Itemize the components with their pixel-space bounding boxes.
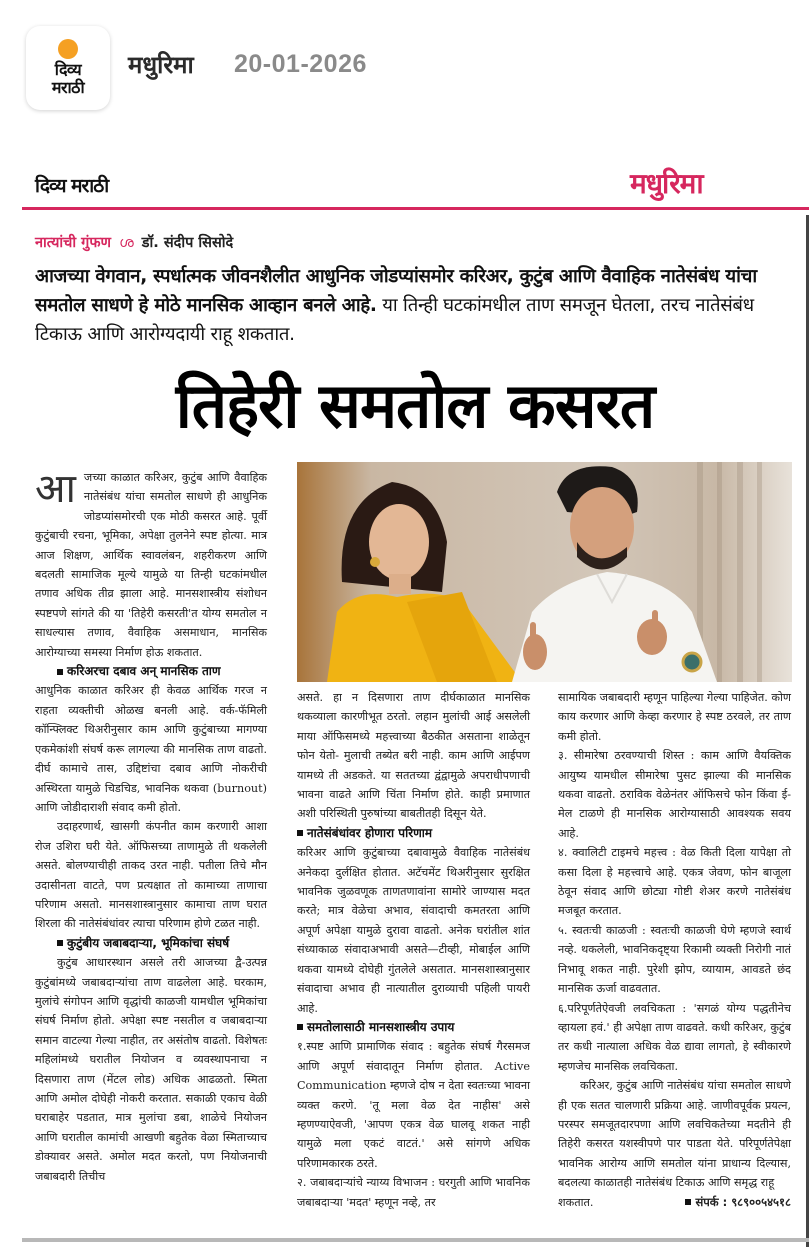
byline (35, 232, 233, 252)
paragraph-text: जच्या काळात करिअर, कुटुंब आणि वैवाहिक नातेसंबंध यांचा समतोल साधणे ही आधुनिक जोडप्यांसमोरची एक मोठी कसरत आहे. पूर्वी कुटुंबाची रचना, भूमिका, अपेक्षा तुलनेने स्पष्ट होत्या. मात्र आज शिक्षण, आर्थिक स्वावलंबन, शहरीकरण आणि बदलती सामाजिक मूल्ये यामुळे या तिन्ही घटकांमधील तणाव अधिक तीव्र झाला आहे. मानसशास्त्रीय संशोधन स्पष्टपणे सांगते की या 'तिहेरी कसरती'त योग्य समतोल न साधल्यास तणाव, वैवाहिक असमाधान, मानसिक आरोग्याच्या समस्या निर्माण होऊ शकतात. (35, 471, 267, 659)
article-closing-line (558, 1193, 791, 1212)
article-paragraph: ५. स्वतःची काळजी : स्वतःची काळजी घेणे म्हणजे स्वार्थ नव्हे. थकलेली, भावनिकदृष्ट्या रिकामी व्यक्ती निरोगी नातं निभावू शकत नाही. पुरेशी झोप, व्यायाम, आवडते छंद मानसिक ऊर्जा वाढवतात. (558, 923, 791, 996)
article-paragraph: उदाहरणार्थ, खासगी कंपनीत काम करणारी आशा रोज उशिरा घरी येते. ऑफिसच्या ताणामुळे ती थकलेली असते. बोलण्याचीही ताकद उरत नाही. पतीला तिचे मौन उदासीनता वाटते, पण प्रत्यक्षात तो कामाच्या ताणाचा परिणाम असतो. मानसशास्त्रानुसार कामाचा ताण घरात शिरला की नातेसंबंधांवर त्याचा परिणाम होणे टळत नाही. (35, 820, 267, 931)
intro-light: या तिन्ही घटकांमधील ताण समजून घेतला, तरच नातेसंबंध टिकाऊ आणि आरोग्यदायी राहू शकतात. (35, 295, 754, 345)
newspaper-page[interactable] (0, 160, 809, 1247)
sun-icon (58, 39, 78, 59)
contact-info (685, 1193, 791, 1212)
square-bullet-icon (297, 830, 303, 836)
column-name: नात्यांची गुंफण (35, 235, 112, 251)
article-headline: तिहेरी समतोल कसरत (175, 369, 655, 442)
byline-separator: ശ (119, 235, 134, 251)
article-column-2 (297, 688, 530, 1212)
article-paragraph: ४. क्वालिटी टाइमचे महत्त्व : वेळ किती दिला यापेक्षा तो कसा दिला हे महत्त्वाचे आहे. एकत्र जेवण, फोन बाजूला ठेवून संवाद आणि छोट्या गोष्टी शेअर करणे नातेसंबंध मजबूत करतात. (558, 846, 791, 918)
article-paragraph: २. जबाबदाऱ्यांचे न्याय्य विभाजन : घरगुती आणि भावनिक जबाबदाऱ्या 'मदत' म्हणून नव्हे, तर (297, 1176, 530, 1209)
section-title: मधुरिमा (128, 51, 194, 79)
article-paragraph: ३. सीमारेषा ठरवण्याची शिस्त : काम आणि वैयक्तिक आयुष्य यामधील सीमारेषा पुसट झाल्या की मानसिक थकवा वाढतो. ठराविक वेळेनंतर ऑफिसचे फोन किंवा ई-मेल टाळणे ही मानसिक आरोग्यासाठी आवश्यक सवय आहे. (558, 749, 791, 840)
article-paragraph: करिअर, कुटुंब आणि नातेसंबंध यांचा समतोल साधणे ही एक सतत चालणारी प्रक्रिया आहे. जाणीवपूर्वक प्रयत्न, परस्पर समजूतदारपणा आणि लवचिकतेच्या मदतीने ही तिहेरी कसरत यशस्वीपणे पार पाडता येते. परिपूर्णतेपेक्षा भावनिक आरोग्य आणि समतोल यांना प्राधान्य दिल्यास, बदलत्या काळातही नातेसंबंध टिकाऊ आणि समृद्ध राहू (558, 1079, 791, 1190)
article-paragraph: असते. हा न दिसणारा ताण दीर्घकाळात मानसिक थकव्याला कारणीभूत ठरतो. लहान मुलांची आई असलेली माया ऑफिसमध्ये महत्त्वाच्या बैठकीत असताना शाळेतून फोन येतो- मुलाची तब्येत बरी नाही. काम आणि आईपण यामध्ये ती अडकते. या सततच्या द्वंद्वामुळे अपराधीपणाची भावना वाढते आणि चिंता निर्माण होते. काही प्रमाणात अशी परिस्थिती पुरुषांच्या बाबतीतही दिसून येते. (297, 691, 530, 821)
square-bullet-icon (297, 1024, 303, 1030)
subheading (35, 934, 267, 953)
closing-word: शकतात. (558, 1195, 594, 1209)
contact-number: संपर्क : ९८९००५४५१८ (695, 1194, 791, 1209)
article-intro (35, 262, 795, 349)
article-paragraph: कुटुंब आधारस्थान असले तरी आजच्या द्वै-उत्पन्न कुटुंबांमध्ये जबाबदाऱ्यांचा ताण वाढलेला आहे. घरकाम, मुलांचे संगोपन आणि वृद्धांची काळजी यामधील भूमिकांचा संघर्ष निर्माण होतो. अपेक्षा स्पष्ट नसतील व जबाबदाऱ्या समान वाटल्या गेल्या नाहीत, तर असंतोष वाढतो. विशेषतः महिलांमध्ये घरातील नियोजन व व्यवस्थापनाचा न दिसणारा ताण (मेंटल लोड) अधिक आढळतो. स्मिता आणि अमोल दोघेही नोकरी करतात. सकाळी एकाच वेळी घराबाहेर पडतात, मात्र मुलांचा डबा, शाळेचे नियोजन आणि घरातील कामांची आखणी बहुतेक वेळा स्मिताच्याच डोक्यावर असते. अमोल मदत करतो, पण नियोजनाची जबाबदारी तिचीच (35, 956, 267, 1183)
masthead-divya-marathi: दिव्य मराठी (35, 175, 109, 197)
square-bullet-icon (685, 1199, 691, 1205)
article-column-3 (558, 688, 791, 1212)
logo-text-line2: मराठी (51, 78, 85, 97)
article-paragraph (35, 468, 267, 662)
article-paragraph: करिअर आणि कुटुंबाच्या दबावामुळे वैवाहिक नातेसंबंध अनेकदा दुर्लक्षित होतात. अटॅचमेंट थिअरीनुसार सुरक्षित भावनिक जुळवणूक ताणतणावांना सामोरे जाण्यास मदत करते; मात्र वेळेचा अभाव, संवादाची कमतरता आणि अपूर्ण अपेक्षा यामुळे दुरावा वाढतो. अनेक घरांतील शांत संध्याकाळ संवादाअभावी असते—टीव्ही, मोबाईल आणि थकवा यामध्ये दोघेही गुंतलेले असतात. मानसशास्त्रानुसार संवादाचा अभाव ही नात्यातील दुराव्याची पहिली पायरी आहे. (297, 846, 530, 1015)
app-header (0, 0, 809, 130)
article-column-1 (35, 468, 267, 1186)
square-bullet-icon (57, 940, 63, 946)
masthead-divider (22, 207, 809, 210)
subheading (297, 1018, 530, 1037)
subheading-text: करिअरचा दबाव अन् मानसिक ताण (67, 664, 221, 679)
couple-photo (297, 462, 792, 682)
intro-bold: आजच्या वेगवान, स्पर्धात्मक जीवनशैलीत आधुनिक जोडप्यांसमोर करिअर, कुटुंब आणि वैवाहिक नातेसंबंध यांचा समतोल साधणे हे मोठे मानसिक आव्हान बनले आहे. (35, 266, 757, 316)
article-paragraph: आधुनिक काळात करिअर ही केवळ आर्थिक गरज न राहता व्यक्तीची ओळख बनली आहे. वर्क-फॅमिली कॉन्फ्लिक्ट थिअरीनुसार काम आणि कुटुंबाच्या मागण्या एकमेकांशी संघर्ष करू लागल्या की मानसिक ताण वाढतो. दीर्घ कामाचे तास, उद्दिष्टांचा दबाव आणि नोकरीची अस्थिरता यामुळे चिडचिड, भावनिक थकवा (burnout) आणि जोडीदाराशी संवाद कमी होतो. (35, 684, 267, 814)
divya-marathi-app-logo[interactable] (26, 26, 110, 110)
article-paragraph: १.स्पष्ट आणि प्रामाणिक संवाद : बहुतेक संघर्ष गैरसमज आणि अपूर्ण संवादातून निर्माण होतात. Active Communication म्हणजे दोष न देता स्वतःच्या भावना व्यक्त करणे. 'तू मला वेळ देत नाहीस' असे म्हणण्याऐवजी, 'आपण एकत्र वेळ घालवू शकत नाही यामुळे मला एकटं वाटतं.' असे सांगणे अधिक परिणामकारक ठरते. (297, 1040, 530, 1170)
article-paragraph: सामायिक जबाबदारी म्हणून पाहिल्या गेल्या पाहिजेत. कोण काय करणार आणि केव्हा करणार हे स्पष्ट ठरवले, तर ताण कमी होतो. (558, 691, 791, 743)
couple-photo-illustration (297, 462, 792, 682)
subheading-text: समतोलासाठी मानसशास्त्रीय उपाय (307, 1019, 455, 1034)
masthead-madhurima: मधुरिमा (630, 167, 703, 200)
dropcap: आ (35, 466, 76, 512)
subheading-text: कुटुंबीय जबाबदाऱ्या, भूमिकांचा संघर्ष (67, 935, 230, 950)
author-name: डॉ. संदीप सिसोदे (141, 235, 234, 251)
subheading-text: नातेसंबंधांवर होणारा परिणाम (307, 825, 433, 840)
subheading (35, 662, 267, 681)
edition-date: 20-01-2026 (234, 50, 367, 78)
subheading (297, 824, 530, 843)
article-paragraph: ६.परिपूर्णतेऐवजी लवचिकता : 'सगळं योग्य पद्धतीनेच व्हायला हवं.' ही अपेक्षा ताण वाढवते. कधी करिअर, कुटुंब तर कधी नात्याला अधिक वेळ द्यावा लागतो, हे स्वीकारणे म्हणजेच मानसिक लवचिकता. (558, 1001, 791, 1073)
logo-text-line1: दिव्य (54, 60, 82, 79)
page-bottom-border (22, 1238, 809, 1242)
square-bullet-icon (57, 669, 63, 675)
